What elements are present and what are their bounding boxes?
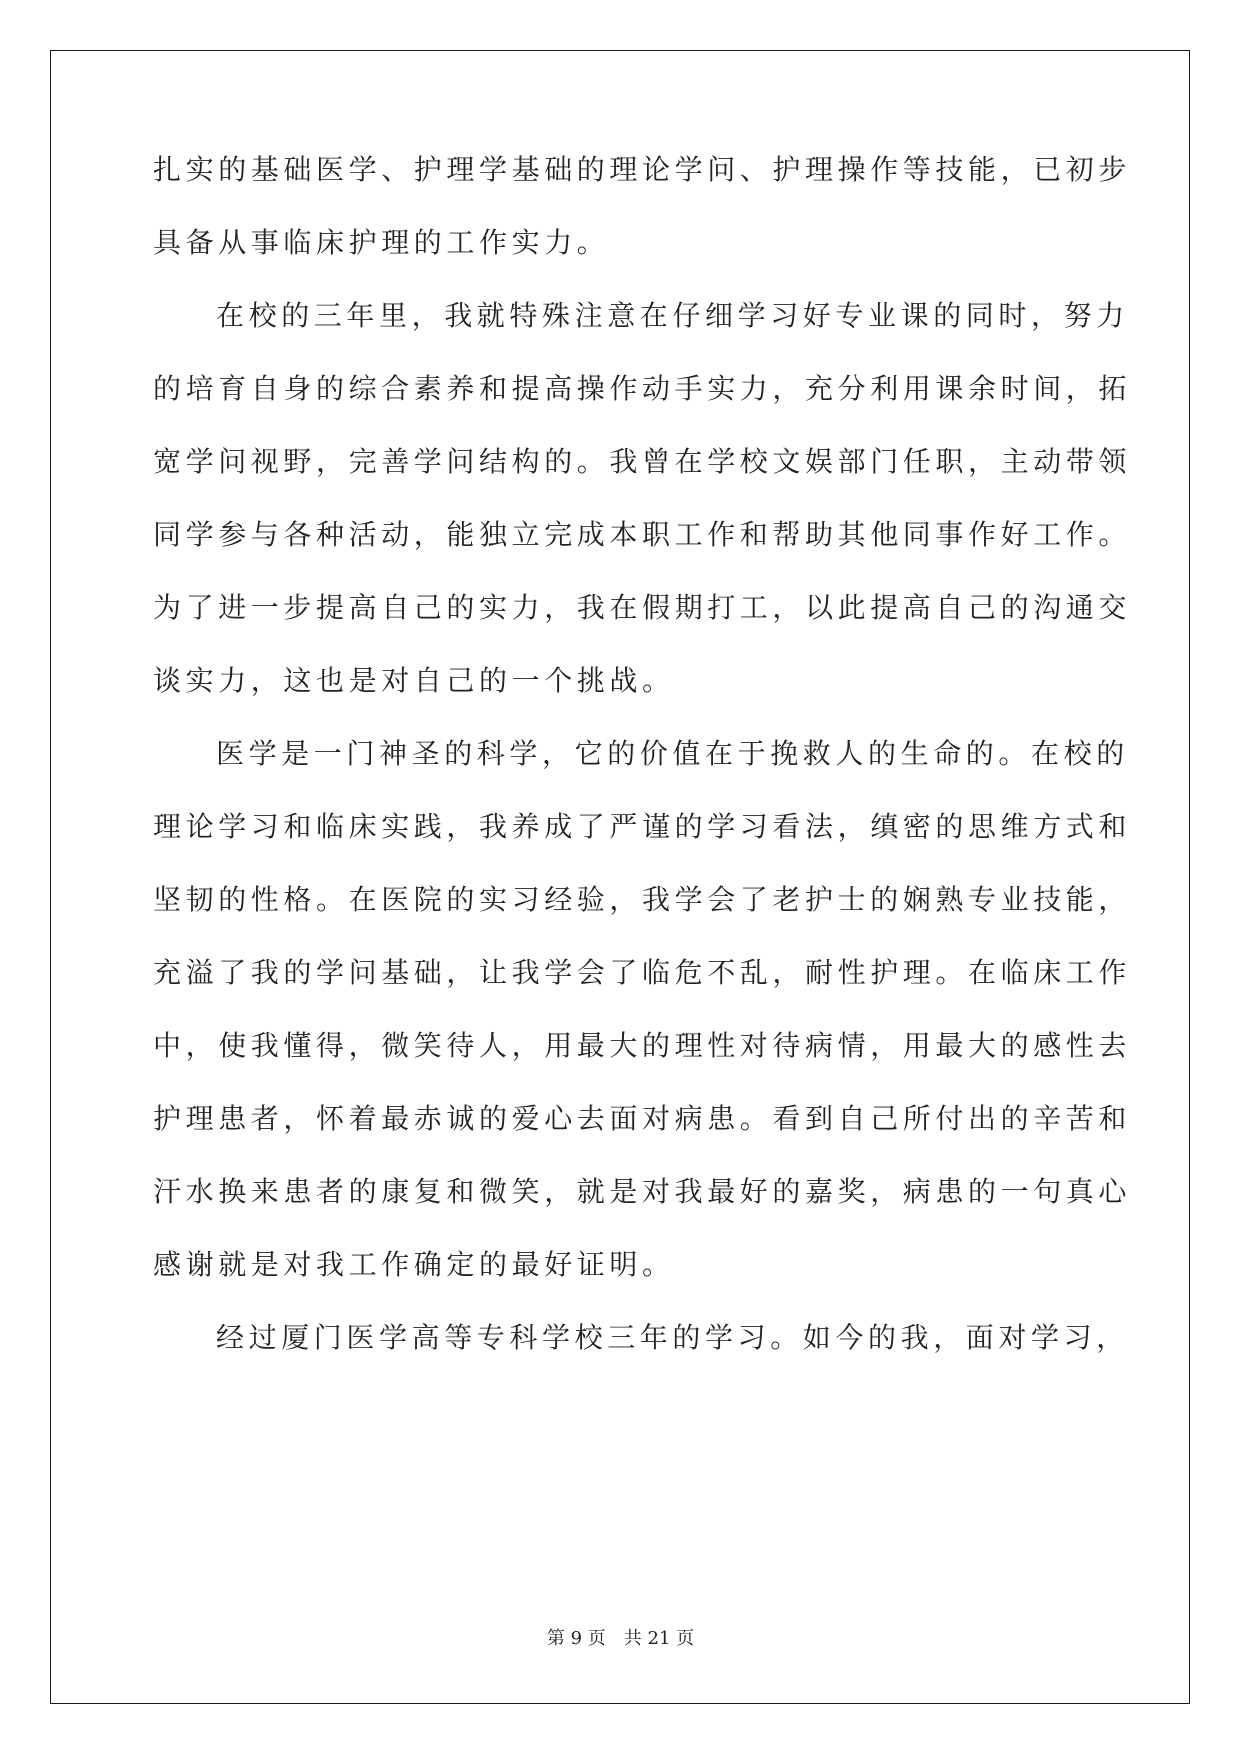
text-line: 扎实的基础医学、护理学基础的理论学问、护理操作等技能，已初步 (153, 153, 1132, 186)
page-footer (0, 1628, 1241, 1650)
total-pages: 共 21 页 (623, 1628, 695, 1649)
paragraph-start: 在校的三年里，我就特殊注意在仔细学习好专业课的同时，努力 (216, 299, 1129, 332)
text-line: 理论学习和临床实践，我养成了严谨的学习看法，缜密的思维方式和 (153, 810, 1132, 843)
text-line: 的培育自身的综合素养和提高操作动手实力，充分利用课余时间，拓 (153, 372, 1132, 405)
text-line: 为了进一步提高自己的实力，我在假期打工，以此提高自己的沟通交 (153, 591, 1132, 624)
text-line: 谈实力，这也是对自己的一个挑战。 (153, 664, 675, 697)
text-line: 汗水换来患者的康复和微笑，就是对我最好的嘉奖，病患的一句真心 (153, 1175, 1132, 1208)
text-line: 同学参与各种活动，能独立完成本职工作和帮助其他同事作好工作。 (153, 518, 1132, 551)
text-line: 充溢了我的学问基础，让我学会了临危不乱，耐性护理。在临床工作 (153, 956, 1132, 989)
text-line: 坚韧的性格。在医院的实习经验，我学会了老护士的娴熟专业技能， (153, 883, 1132, 916)
text-line: 感谢就是对我工作确定的最好证明。 (153, 1248, 675, 1281)
paragraph-start: 经过厦门医学高等专科学校三年的学习。如今的我，面对学习， (216, 1321, 1129, 1354)
text-line: 宽学问视野，完善学问结构的。我曾在学校文娱部门任职，主动带领 (153, 445, 1132, 478)
text-line: 中，使我懂得，微笑待人，用最大的理性对待病情，用最大的感性去 (153, 1029, 1132, 1062)
text-line: 护理患者，怀着最赤诚的爱心去面对病患。看到自己所付出的辛苦和 (153, 1102, 1132, 1135)
page-number: 第 9 页 (546, 1628, 606, 1649)
text-line: 具备从事临床护理的工作实力。 (153, 226, 610, 259)
paragraph-start: 医学是一门神圣的科学，它的价值在于挽救人的生命的。在校的 (216, 737, 1129, 770)
